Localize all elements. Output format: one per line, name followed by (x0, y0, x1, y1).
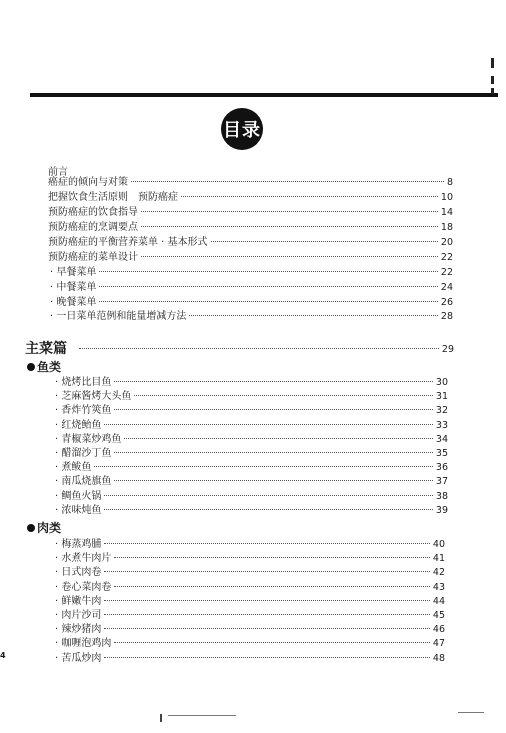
toc-entry (55, 610, 445, 622)
main-heading-page: 29 (441, 344, 454, 355)
toc-entry-page: 36 (435, 462, 448, 474)
toc-entry-page: 41 (432, 553, 445, 565)
toc-entry-label: · 芝麻酱烤大头鱼 (55, 391, 132, 403)
leader-dots (99, 286, 438, 287)
toc-entry-page: 32 (435, 405, 448, 417)
leader-dots (94, 466, 433, 467)
section-meat (27, 519, 61, 536)
toc-entry (55, 567, 445, 579)
bullet-icon (27, 524, 35, 532)
toc-entry-label: · 早餐菜单 (50, 267, 97, 278)
toc-entry-label: · 醋溜沙丁鱼 (55, 448, 112, 459)
leader-dots (141, 256, 438, 257)
toc-entry-label: · 中餐菜单 (50, 282, 97, 293)
leader-dots (104, 628, 430, 629)
toc-entry (55, 539, 445, 551)
section-fish (27, 358, 61, 375)
leader-dots (114, 642, 430, 643)
toc-entry-page: 34 (435, 433, 448, 445)
leader-dots (104, 614, 430, 615)
toc-entry (55, 377, 448, 389)
toc-entry (50, 282, 453, 294)
toc-entry (55, 448, 448, 460)
toc-entry-page: 39 (435, 504, 448, 516)
toc-entry-page: 18 (440, 222, 453, 233)
toc-entry-page: 46 (432, 624, 445, 636)
toc-entry (55, 462, 448, 474)
toc-entry-page: 8 (446, 177, 453, 188)
toc-entry-page: 20 (440, 237, 453, 248)
toc-entry-page: 30 (435, 377, 448, 388)
toc-entry-page: 45 (432, 610, 445, 621)
edge-mark (491, 58, 494, 68)
toc-entry (55, 476, 448, 488)
main-heading-row (76, 344, 454, 356)
toc-entry (55, 553, 445, 565)
toc-entry-page: 22 (440, 252, 453, 263)
toc-entry-page: 33 (435, 419, 448, 431)
toc-entry (55, 638, 445, 650)
toc-entry-label: · 烧烤比目鱼 (55, 377, 112, 388)
toc-entry (55, 624, 445, 636)
toc-entry-page: 31 (435, 391, 448, 403)
toc-entry-label: 癌症的倾向与对策 (48, 177, 128, 188)
toc-entry-page: 38 (435, 490, 448, 502)
toc-entry-page: 44 (432, 595, 445, 607)
toc-entry-label: 把握饮食生活原则 预防癌症 (48, 192, 178, 203)
toc-entry-label: · 浓味炖鱼 (55, 504, 102, 516)
toc-entry-label: · 日式肉卷 (55, 567, 102, 579)
toc-entry-page: 28 (440, 311, 453, 322)
toc-entry-page: 40 (432, 539, 445, 550)
toc-entry-page: 10 (440, 192, 453, 203)
toc-entry-page: 26 (440, 297, 453, 308)
toc-entry-page: 42 (432, 567, 445, 579)
toc-entry-label: 预防癌症的菜单设计 (48, 252, 138, 263)
header-rule (30, 93, 498, 97)
toc-entry-label: · 鲜嫩牛肉 (55, 595, 102, 607)
toc-entry-label: · 晚餐菜单 (50, 297, 97, 308)
toc-entry-label: · 卷心菜肉卷 (55, 581, 112, 593)
leader-dots (211, 241, 438, 242)
leader-dots (114, 557, 430, 558)
toc-entry (48, 177, 453, 189)
footer-mark (458, 712, 484, 713)
section-meat-title: 肉类 (37, 521, 62, 535)
leader-dots (99, 301, 438, 302)
toc-entry-label: · 辣炒猪肉 (55, 624, 102, 636)
leader-dots (104, 657, 430, 658)
section-fish-title: 鱼类 (37, 360, 62, 374)
edge-mark (491, 76, 494, 84)
main-heading (25, 338, 67, 358)
leader-dots (189, 315, 438, 316)
toc-entry-label: · 青椒菜炒鸡鱼 (55, 433, 122, 445)
footer-mark (168, 715, 236, 716)
leader-dots (104, 424, 433, 425)
toc-entry-page: 48 (432, 652, 445, 664)
leader-dots (104, 543, 430, 544)
toc-entry-label: · 肉片沙司 (55, 610, 102, 621)
toc-entry (55, 505, 448, 517)
leader-dots (99, 271, 438, 272)
toc-entry (55, 391, 448, 403)
toc-entry (48, 237, 453, 249)
leader-dots (141, 226, 438, 227)
bullet-icon (27, 363, 35, 371)
toc-entry-page: 37 (435, 476, 448, 488)
toc-entry-page: 22 (440, 267, 453, 278)
leader-dots (114, 480, 433, 481)
leader-dots (181, 196, 438, 197)
toc-entry (50, 297, 453, 309)
leader-dots (134, 395, 433, 396)
toc-entry (55, 653, 445, 665)
toc-entry-page: 35 (435, 448, 448, 459)
main-heading-label: 主菜篇 (25, 341, 67, 357)
toc-entry (48, 222, 453, 234)
leader-dots (124, 438, 433, 439)
toc-entry-page: 43 (432, 581, 445, 593)
toc-entry (55, 596, 445, 608)
toc-entry (55, 434, 448, 446)
toc-entry-page: 47 (432, 638, 445, 650)
leader-dots (104, 571, 430, 572)
toc-entry-label: · 水煮牛肉片 (55, 553, 112, 565)
leader-dots (114, 452, 433, 453)
toc-entry-label: 预防癌症的烹调要点 (48, 222, 138, 233)
toc-entry-label: · 咖喱泡鸡肉 (55, 638, 112, 650)
toc-entry (50, 267, 453, 279)
leader-dots (114, 381, 433, 382)
toc-entry (55, 420, 448, 432)
page-number: 4 (0, 651, 6, 660)
toc-entry (50, 311, 453, 323)
toc-entry-page: 24 (440, 282, 453, 293)
footer-mark (160, 714, 162, 722)
toc-entry-label: · 一日菜单范例和能量增减方法 (50, 311, 187, 322)
toc-entry-label: · 苦瓜炒肉 (55, 652, 102, 664)
toc-entry-label: · 南瓜烧旗鱼 (55, 476, 112, 488)
toc-entry-label: · 梅蒸鸡脯 (55, 539, 102, 550)
toc-entry-label: · 煮鲅鱼 (55, 462, 92, 474)
leader-dots (104, 509, 433, 510)
leader-dots (114, 409, 433, 410)
toc-entry (55, 491, 448, 503)
toc-entry-label: 预防癌症的饮食指导 (48, 207, 138, 218)
toc-entry-label: · 香炸竹筴鱼 (55, 405, 112, 417)
leader-dots (104, 600, 430, 601)
edge-mark (491, 88, 494, 94)
leader-dots (104, 495, 433, 496)
leader-dots (131, 181, 444, 182)
toc-entry-label: · 鲷鱼火锅 (55, 490, 102, 502)
leader-dots (114, 586, 430, 587)
toc-entry (48, 192, 453, 204)
toc-badge: 目录 (221, 108, 263, 150)
toc-entry (48, 252, 453, 264)
toc-entry (55, 582, 445, 594)
leader-dots (141, 211, 438, 212)
toc-entry-label: 预防癌症的平衡营养菜单 · 基本形式 (48, 237, 208, 248)
toc-entry (48, 207, 453, 219)
toc-entry-label: · 红烧鲐鱼 (55, 419, 102, 431)
toc-entry-page: 14 (440, 207, 453, 218)
toc-entry (55, 405, 448, 417)
leader-dots (79, 348, 439, 349)
preface-label: 前言 (48, 167, 68, 178)
